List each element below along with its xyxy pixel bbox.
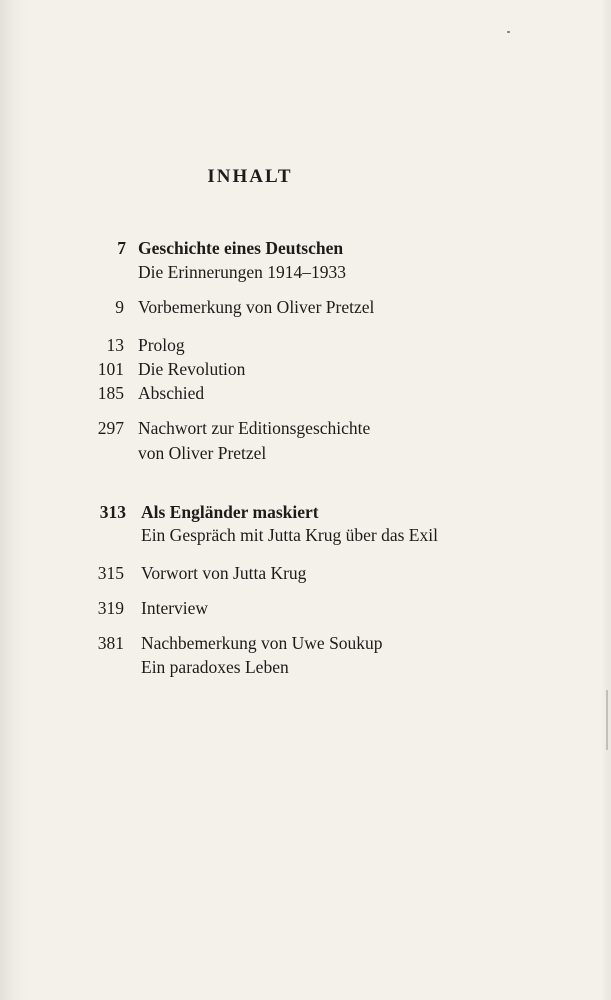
toc-page-number: 297 (97, 418, 124, 438)
toc-entry-title-cont: Ein paradoxes Leben (141, 657, 289, 677)
dust-speck (507, 31, 510, 33)
toc-entry-title: Nachwort zur Editionsgeschichte (138, 418, 371, 438)
toc-entry-title: Nachbemerkung von Uwe Soukup (141, 633, 383, 653)
page-edge-mark (606, 690, 608, 750)
toc-page-number: 13 (106, 335, 124, 355)
toc-page-number: 101 (97, 359, 124, 379)
toc-entry-title: Abschied (138, 383, 205, 403)
toc-entry-title: Vorwort von Jutta Krug (141, 563, 307, 583)
toc-entry-title: Prolog (138, 335, 185, 355)
toc-page-number: 313 (99, 502, 126, 522)
toc-section-subtitle: Ein Gespräch mit Jutta Krug über das Exil (141, 525, 438, 545)
toc-page-number: 381 (97, 633, 124, 653)
toc-entry-title: Die Revolution (138, 359, 246, 379)
toc-page-number: 319 (97, 598, 124, 618)
toc-page-number: 7 (117, 238, 126, 258)
page-title: INHALT (207, 166, 293, 187)
toc-page-number: 315 (97, 563, 124, 583)
toc-section-subtitle: Die Erinnerungen 1914–1933 (138, 262, 347, 282)
toc-section-title: Als Engländer maskiert (141, 502, 319, 522)
toc-entry-title-cont: von Oliver Pretzel (138, 443, 267, 463)
toc-section-title: Geschichte eines Deutschen (138, 238, 344, 258)
toc-page-number: 9 (115, 297, 124, 317)
toc-entry-title: Vorbemerkung von Oliver Pretzel (138, 297, 375, 317)
toc-page-number: 185 (97, 383, 124, 403)
toc-entry-title: Interview (141, 598, 209, 618)
